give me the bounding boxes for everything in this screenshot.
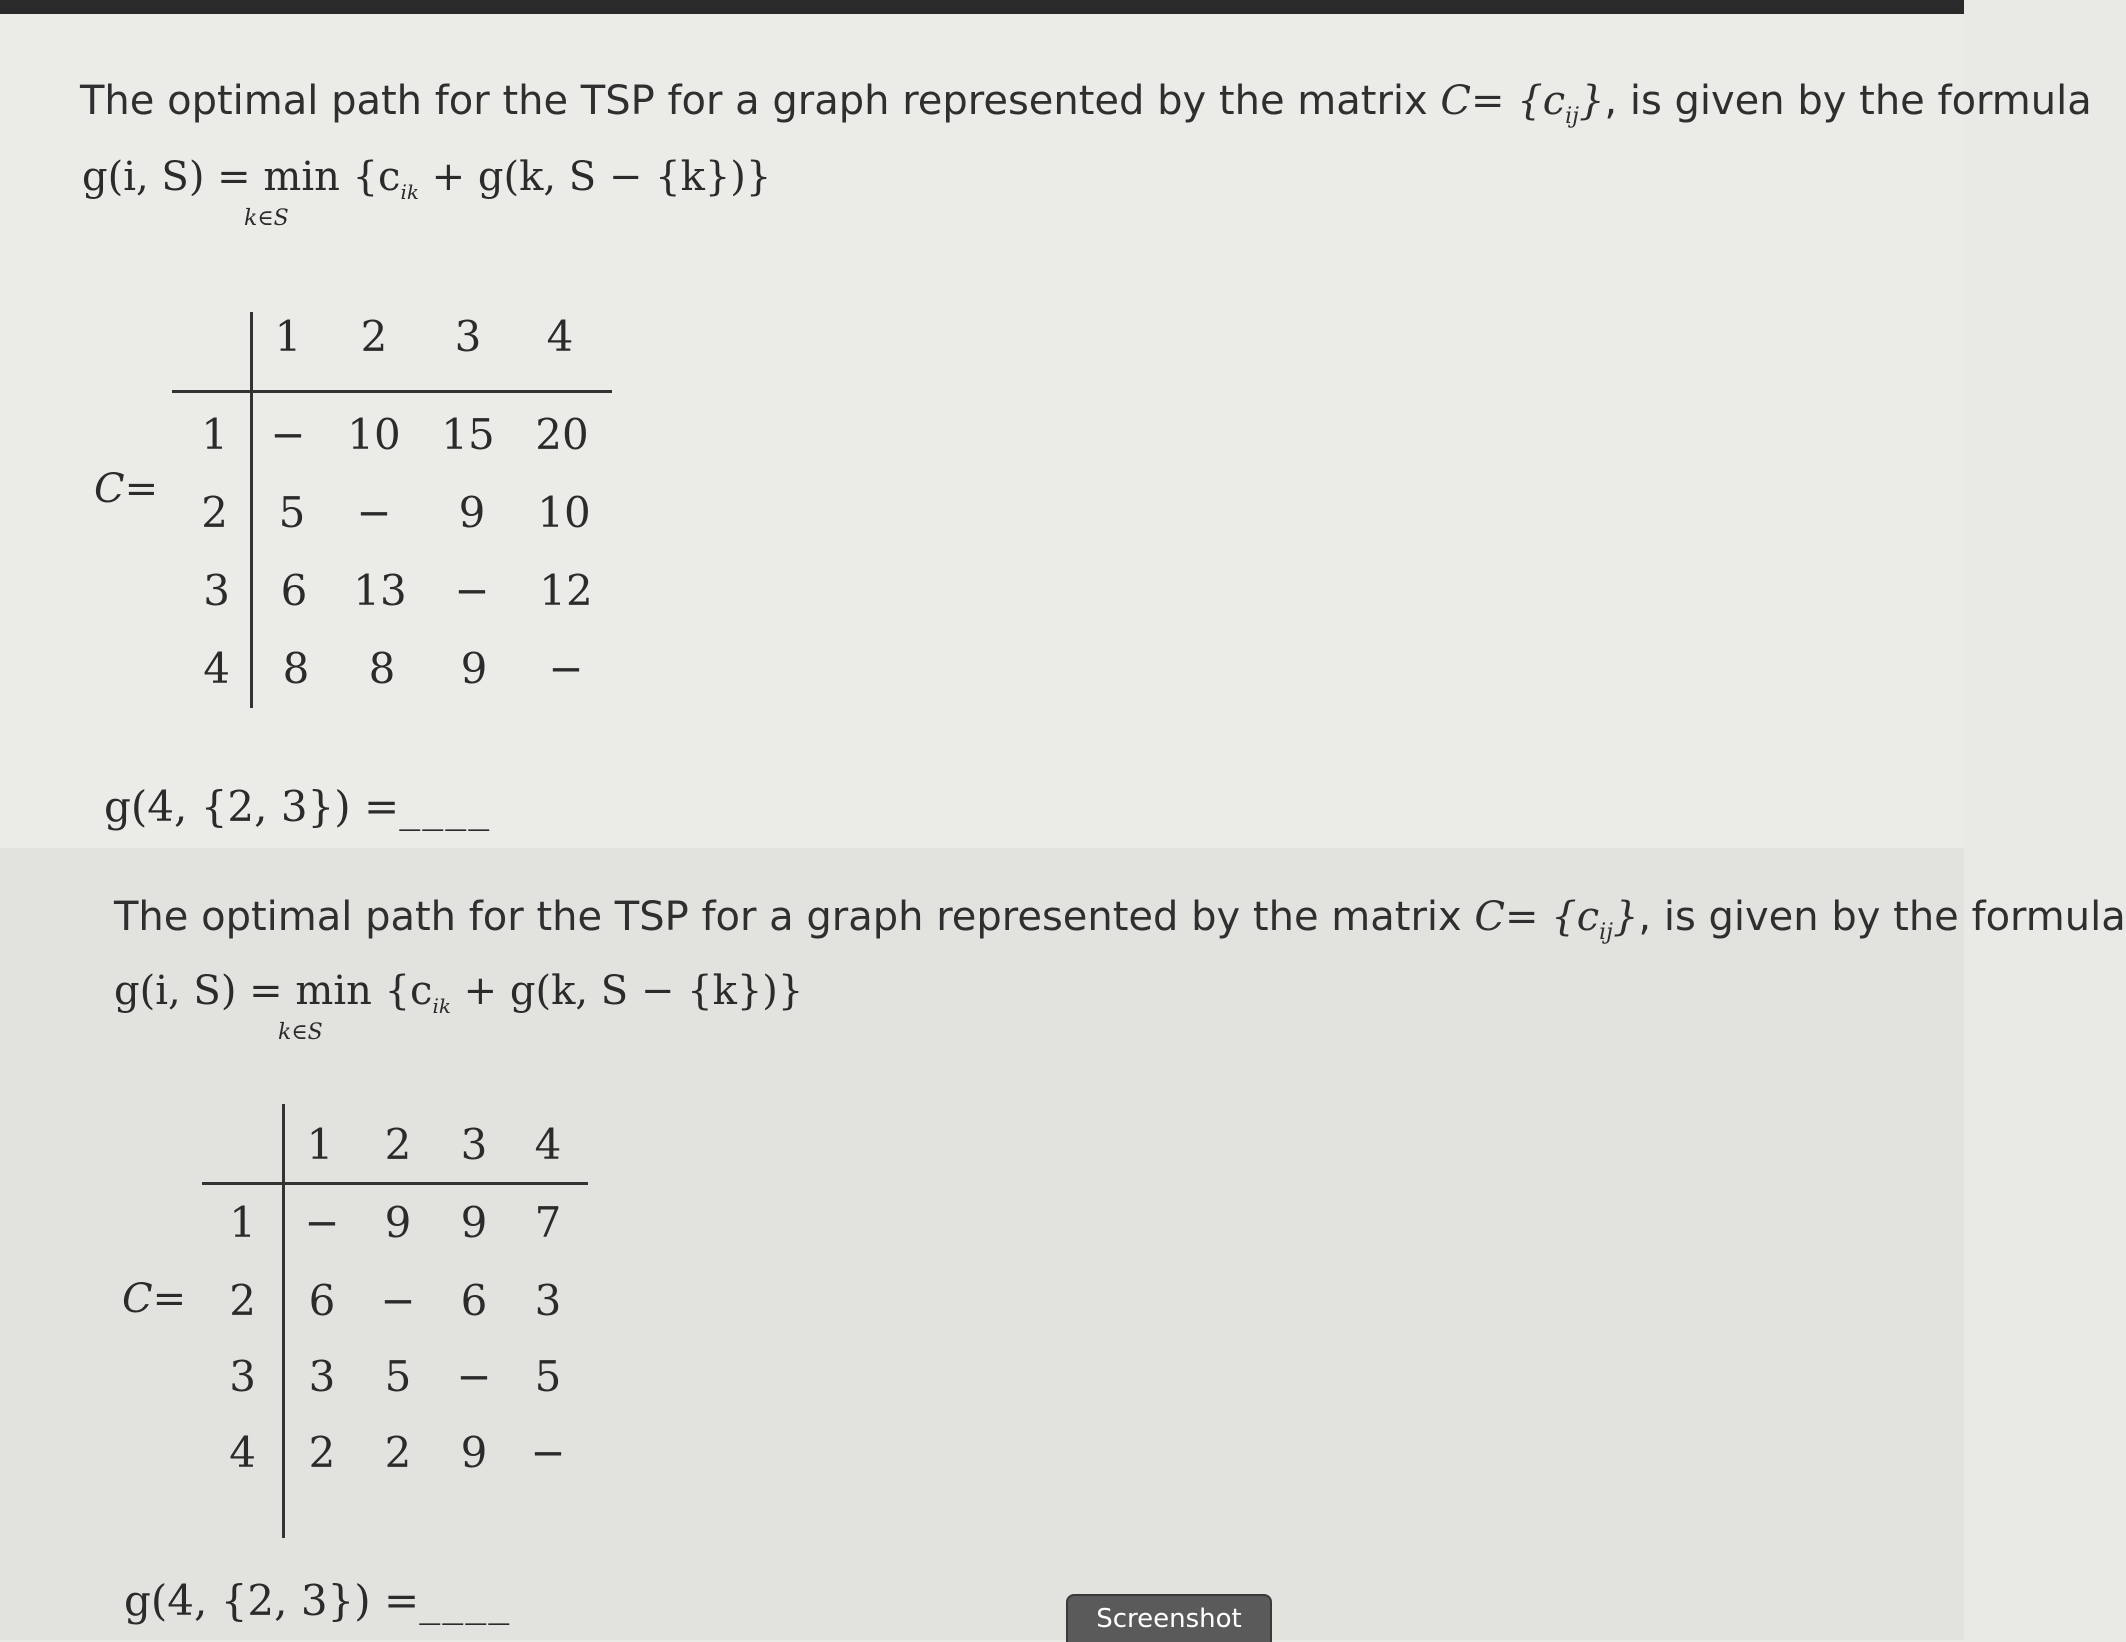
matrix-cell: 9: [460, 1428, 488, 1477]
col-header: 3: [454, 312, 482, 361]
matrix-cell: 20: [535, 410, 589, 459]
matrix-cell: −: [454, 566, 490, 615]
col-header: 4: [546, 312, 574, 361]
matrix-header-rule: [172, 390, 612, 393]
problem-2-formula-under: k∈S: [278, 1020, 323, 1045]
col-header: 2: [384, 1120, 412, 1169]
matrix-cell: 5: [534, 1352, 562, 1401]
screenshot-button[interactable]: Screenshot: [1066, 1594, 1272, 1642]
matrix-cell: 2: [384, 1428, 412, 1477]
row-header: 4: [229, 1428, 256, 1477]
matrix-cell: −: [304, 1198, 340, 1247]
row-header: 4: [203, 644, 230, 693]
matrix-cell: 6: [308, 1276, 336, 1325]
top-bar: [0, 0, 1964, 14]
matrix-cell: 10: [537, 488, 591, 537]
matrix-cell: 5: [384, 1352, 412, 1401]
col-header: 1: [306, 1120, 334, 1169]
answer-blank[interactable]: ____: [399, 782, 492, 831]
problem-1-question: g(4, {2, 3}) =____: [104, 782, 492, 831]
matrix-cell: −: [456, 1352, 492, 1401]
row-header: 3: [203, 566, 230, 615]
problem-panel-2: [0, 848, 2126, 1640]
matrix-label: C=: [94, 466, 159, 512]
matrix-label: C=: [122, 1276, 187, 1322]
matrix-cell: 6: [460, 1276, 488, 1325]
matrix-cell: 8: [282, 644, 310, 693]
matrix-cell: 6: [280, 566, 308, 615]
answer-blank[interactable]: ____: [419, 1576, 512, 1625]
col-header: 3: [460, 1120, 488, 1169]
problem-2-prompt: The optimal path for the TSP for a graph represented by the matrix $C= \{c_{ij}\}$, is given by the formula: [114, 894, 2126, 945]
row-header: 2: [201, 488, 228, 537]
matrix-cell: 2: [308, 1428, 336, 1477]
matrix-cell: 9: [458, 488, 486, 537]
matrix-cell: 5: [278, 488, 306, 537]
row-header: 1: [229, 1198, 256, 1247]
matrix-cell: 15: [441, 410, 495, 459]
matrix-cell: 7: [534, 1198, 562, 1247]
matrix-cell: 12: [539, 566, 593, 615]
problem-1-prompt: The optimal path for the TSP for a graph represented by the matrix $C= \{c_{ij}\}$, is given by the formula: [80, 78, 2092, 129]
problem-2-formula: g(i, $S) = \min \{c_{ik} + g(k$, S − {k})}: [114, 968, 804, 1018]
matrix-cell: −: [530, 1428, 566, 1477]
matrix-cell: −: [548, 644, 584, 693]
matrix-cell: 3: [308, 1352, 336, 1401]
matrix-cell: −: [270, 410, 306, 459]
col-header: 4: [534, 1120, 562, 1169]
row-header: 1: [201, 410, 228, 459]
matrix-cell: 9: [460, 644, 488, 693]
matrix-cell: 10: [347, 410, 401, 459]
col-header: 1: [274, 312, 302, 361]
matrix-cell: 9: [384, 1198, 412, 1247]
problem-1-formula-under: k∈S: [244, 206, 289, 231]
matrix-cell: 13: [353, 566, 407, 615]
problem-panel-1: [0, 14, 2092, 848]
problem-1-formula: g(i, $S) = \min \{c_{ik} + g(k$, S − {k})}: [82, 154, 772, 204]
matrix-header-rule: [202, 1182, 588, 1185]
row-header: 2: [229, 1276, 256, 1325]
matrix-cell: 3: [534, 1276, 562, 1325]
matrix-cell: 9: [460, 1198, 488, 1247]
col-header: 2: [360, 312, 388, 361]
matrix-cell: 8: [368, 644, 396, 693]
row-header: 3: [229, 1352, 256, 1401]
problem-2-question: g(4, {2, 3}) =____: [124, 1576, 512, 1625]
matrix-cell: −: [380, 1276, 416, 1325]
matrix-cell: −: [356, 488, 392, 537]
